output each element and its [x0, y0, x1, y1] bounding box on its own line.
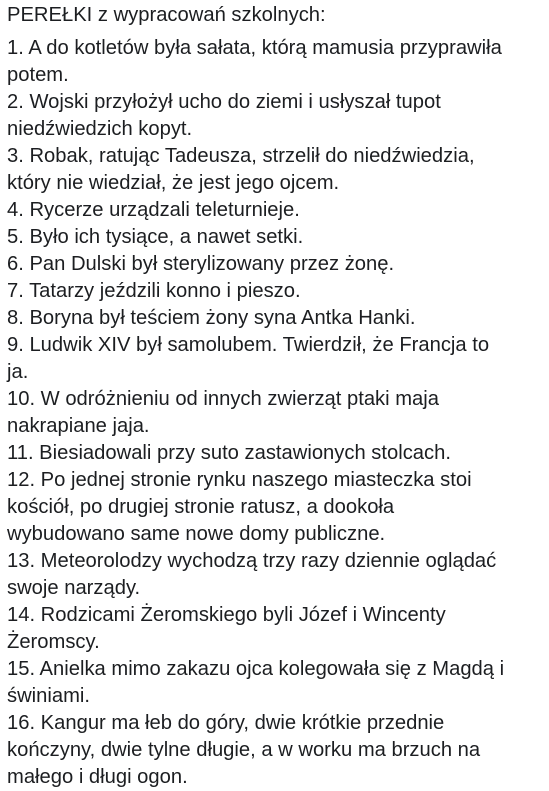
- post-title: PEREŁKI z wypracowań szkolnych:: [7, 4, 326, 26]
- list-item: 12. Po jednej stronie rynku naszego miasteczka stoi kościół, po drugiej stronie ratusz, a dookoła wybudowano same nowe domy publiczne.: [7, 469, 472, 545]
- list-item: 14. Rodzicami Żeromskiego byli Józef i Wincenty Żeromscy.: [7, 604, 446, 653]
- list-item: 10. W odróżnieniu od innych zwierząt ptaki maja nakrapiane jaja.: [7, 388, 440, 437]
- list-item: 6. Pan Dulski był sterylizowany przez żonę.: [7, 253, 395, 275]
- list-item: 15. Anielka mimo zakazu ojca kolegowała się z Magdą i świniami.: [7, 658, 505, 707]
- list-item: 8. Boryna był teściem żony syna Antka Hanki.: [7, 307, 416, 329]
- list-item: 9. Ludwik XIV był samolubem. Twierdził, że Francja to ja.: [7, 334, 490, 383]
- list-item: 2. Wojski przyłożył ucho do ziemi i usłyszał tupot niedźwiedzich kopyt.: [7, 91, 441, 140]
- list-item: 5. Było ich tysiące, a nawet setki.: [7, 226, 304, 248]
- list-item: 3. Robak, ratując Tadeusza, strzelił do niedźwiedzia, który nie wiedział, że jest jego ojcem.: [7, 145, 475, 194]
- list-item: 16. Kangur ma łeb do góry, dwie krótkie przednie kończyny, dwie tylne długie, a w worku ma brzuch na małego i długi ogon.: [7, 712, 481, 788]
- post-text: [7, 2, 547, 791]
- list-item: 1. A do kotletów była sałata, którą mamusia przyprawiła potem.: [7, 37, 502, 86]
- list-item: 7. Tatarzy jeździli konno i pieszo.: [7, 280, 301, 302]
- list-item: 13. Meteorolodzy wychodzą trzy razy dziennie oglądać swoje narządy.: [7, 550, 497, 599]
- list-item: 4. Rycerze urządzali teleturnieje.: [7, 199, 300, 221]
- list-item: 11. Biesiadowali przy suto zastawionych stolcach.: [7, 442, 451, 464]
